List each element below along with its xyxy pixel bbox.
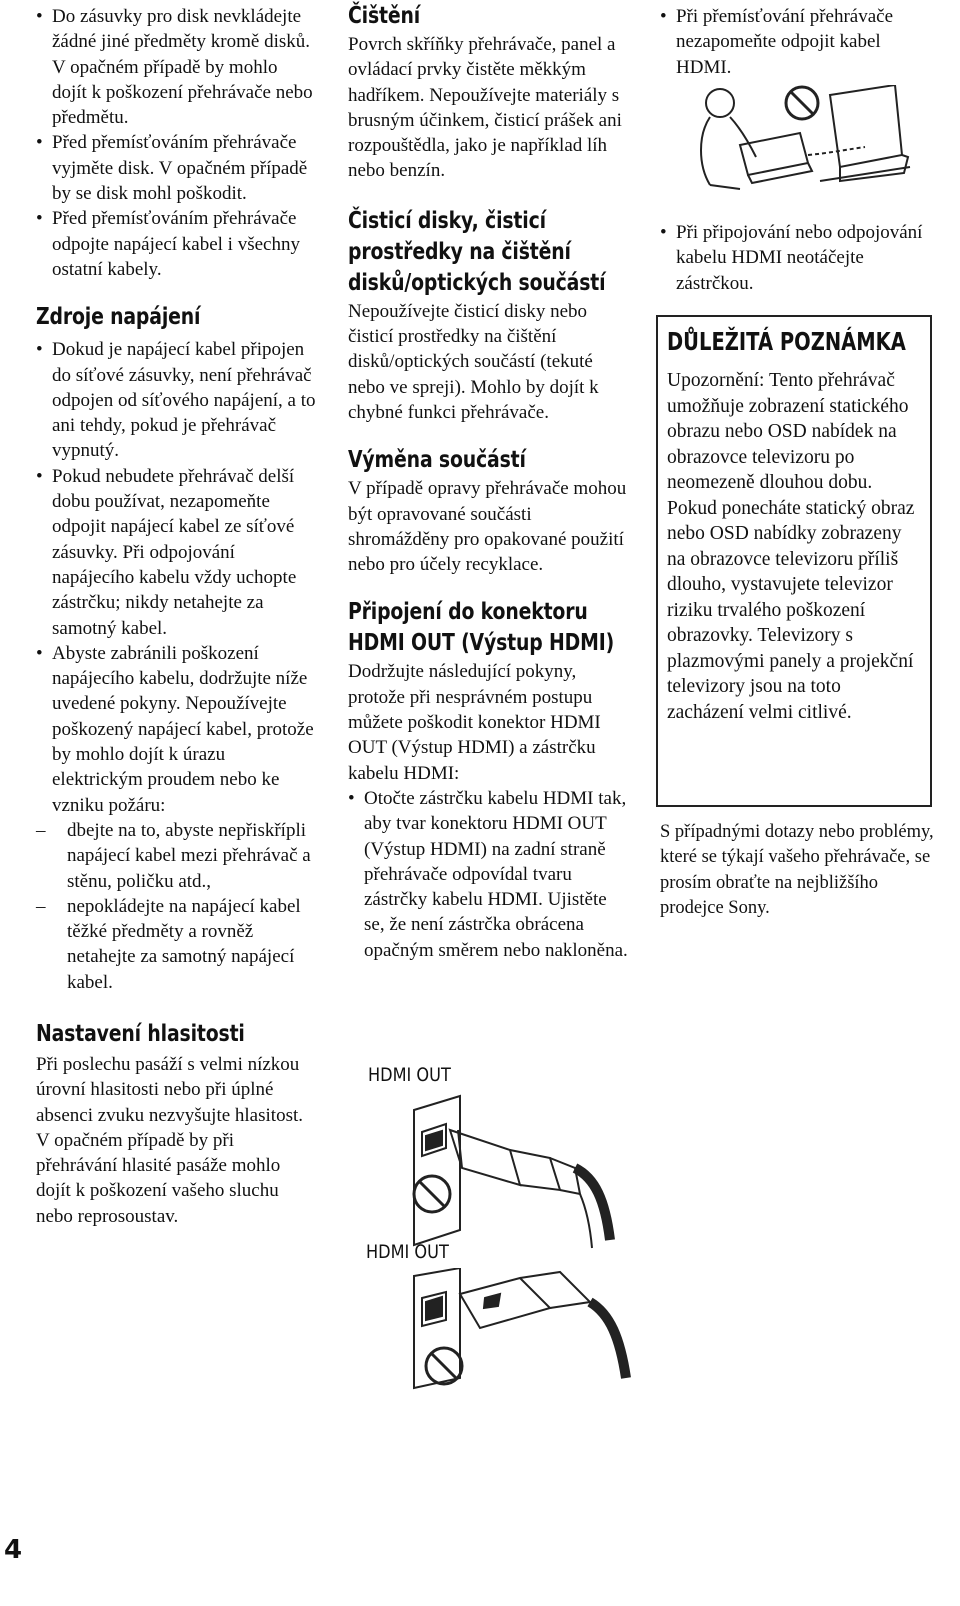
parts-heading: Výměna součástí	[348, 447, 526, 474]
hdmi-straight-insert-illustration	[400, 1090, 640, 1250]
right-column-lower	[660, 220, 935, 296]
bullet-remove-disc: • Před přemísťováním přehrávače vyjměte disk. V opačném případě by se disk mohl poškodit.	[36, 130, 316, 206]
dash-item-pinch: – dbejte na to, abyste nepřiskřípli napájecí kabel mezi přehrávač a stěnu, poličku atd.,	[36, 818, 316, 894]
cleaning-text: Povrch skříňky přehrávače, panel a ovládací prvky čistěte měkkým hadříkem. Nepoužívejte materiály s brusným účinkem, čisticí prášek ani rozpouštědla, jako je například líh nebo benzín.	[348, 34, 622, 182]
parts-text: V případě opravy přehrávače mohou být opravované součásti shromážděny pro opakované použití nebo pro účely recyklace.	[348, 478, 627, 576]
hdmi-connect-bullets	[660, 220, 935, 296]
volume-text: Při poslechu pasáží s velmi nízkou úrovní hlasitosti nebo při úplné absenci zvuku nezvyšujte hlasitost. V opačném případě by při přehrávání hlasité pasáže mohlo dojít k poškození vašeho sluchu nebo reprosoustav.	[36, 1053, 303, 1227]
person-moving-player-illustration	[690, 85, 920, 200]
power-bullets	[36, 337, 316, 995]
handling-bullets	[36, 4, 316, 282]
hdmi-figure-label-1: HDMI OUT	[368, 1064, 451, 1086]
hdmi-tilted-insert-illustration	[400, 1268, 640, 1418]
hdmi-text: Dodržujte následující pokyny, protože při nesprávném postupu můžete poškodit konektor HDMI OUT (Výstup HDMI) a zástrčku kabelu HDMI:	[348, 661, 601, 784]
contact-text: S případnými dotazy nebo problémy, které se týkají vašeho přehrávače, se prosím obraťte na nejbližšího prodejce Sony.	[660, 822, 934, 918]
notice-title: DŮLEŽITÁ POZNÁMKA	[667, 327, 906, 356]
hdmi-bullets	[348, 786, 628, 963]
prohibited-icon	[414, 1176, 450, 1212]
important-notice-box	[656, 315, 932, 807]
bullet-move-unplug-hdmi: • Při přemísťování přehrávače nezapomeňte odpojit kabel HDMI.	[660, 4, 935, 80]
bullet-unplug-cables: • Před přemísťováním přehrávače odpojte napájecí kabel i všechny ostatní kabely.	[36, 206, 316, 282]
discs-heading-line-1: Čisticí disky, čisticí	[348, 207, 546, 234]
discs-heading-line-2: prostředky na čištění	[348, 238, 571, 265]
prohibited-icon	[426, 1348, 462, 1384]
power-bullet-damage-text: Abyste zabránili poškození napájecího kabelu, dodržujte níže uvedené pokyny. Nepoužívejte poškozený napájecí kabel, protože by mohlo dojít k úrazu elektrickým proudem nebo ke vzniku požáru:	[52, 642, 314, 816]
hdmi-heading-line-1: Připojení do konektoru	[348, 599, 588, 626]
hdmi-move-bullets	[660, 4, 935, 80]
left-column	[36, 0, 316, 1229]
power-dash-list	[36, 818, 316, 995]
notice-text: Upozornění: Tento přehrávač umožňuje zobrazení statického obrazu nebo OSD nabídek na obrazovce televizoru po neomezeně dlouhou dobu. Pokud ponecháte statický obraz nebo OSD nabídky zobrazeny na obrazovce televizoru příliš dlouho, vystavujete televizor riziku trvalého poškození obrazovky. Televizory s plazmovými panely a projekční televizory jsou na toto zacházení velmi citlivé.	[667, 370, 915, 723]
middle-column	[348, 0, 628, 963]
hdmi-bullet-orientation: • Otočte zástrčku kabelu HDMI tak, aby tvar konektoru HDMI OUT (Výstup HDMI) na zadní straně přehrávače odpovídal tvaru zástrčky kabelu HDMI. Ujistěte se, že není zástrčka obrácena opačným směrem nebo nakloněna.	[348, 786, 628, 963]
volume-heading: Nastavení hlasitosti	[36, 1020, 245, 1047]
bullet-do-not-rotate-plug: • Při připojování nebo odpojování kabelu HDMI neotáčejte zástrčkou.	[660, 220, 935, 296]
prohibited-icon	[786, 87, 818, 119]
hdmi-heading-line-2: HDMI OUT (Výstup HDMI)	[348, 630, 615, 657]
discs-text: Nepoužívejte čisticí disky nebo čisticí prostředky na čištění disků/optických součástí (tekuté nebo ve spreji). Mohlo by dojít k chybné funkci přehrávače.	[348, 300, 599, 423]
dash-item-heavy: – nepokládejte na napájecí kabel těžké předměty a rovněž netahejte za samotný napájecí kabel.	[36, 894, 316, 995]
hdmi-figure-label-2: HDMI OUT	[366, 1241, 449, 1263]
right-column	[660, 0, 935, 80]
power-heading: Zdroje napájení	[36, 304, 201, 331]
cleaning-heading: Čištění	[348, 3, 421, 29]
power-bullet-damage	[36, 641, 316, 995]
power-bullet-long-time: • Pokud nebudete přehrávač delší dobu používat, nezapomeňte odpojit napájecí kabel ze síťové zásuvky. Při odpojování napájecího kabelu vždy uchopte zástrčku; nikdy netahejte za samotný kabel.	[36, 464, 316, 641]
discs-heading-line-3: disků/optických součástí	[348, 269, 606, 296]
power-bullet-connected: • Dokud je napájecí kabel připojen do síťové zásuvky, není přehrávač odpojen od síťového napájení, a to ani tehdy, pokud je přehrávač vypnutý.	[36, 337, 316, 463]
page-number: 4	[4, 1535, 23, 1565]
bullet-disc-slot: • Do zásuvky pro disk nevkládejte žádné jiné předměty kromě disků. V opačném případě by mohlo dojít k poškození přehrávače nebo předmětu.	[36, 4, 316, 130]
